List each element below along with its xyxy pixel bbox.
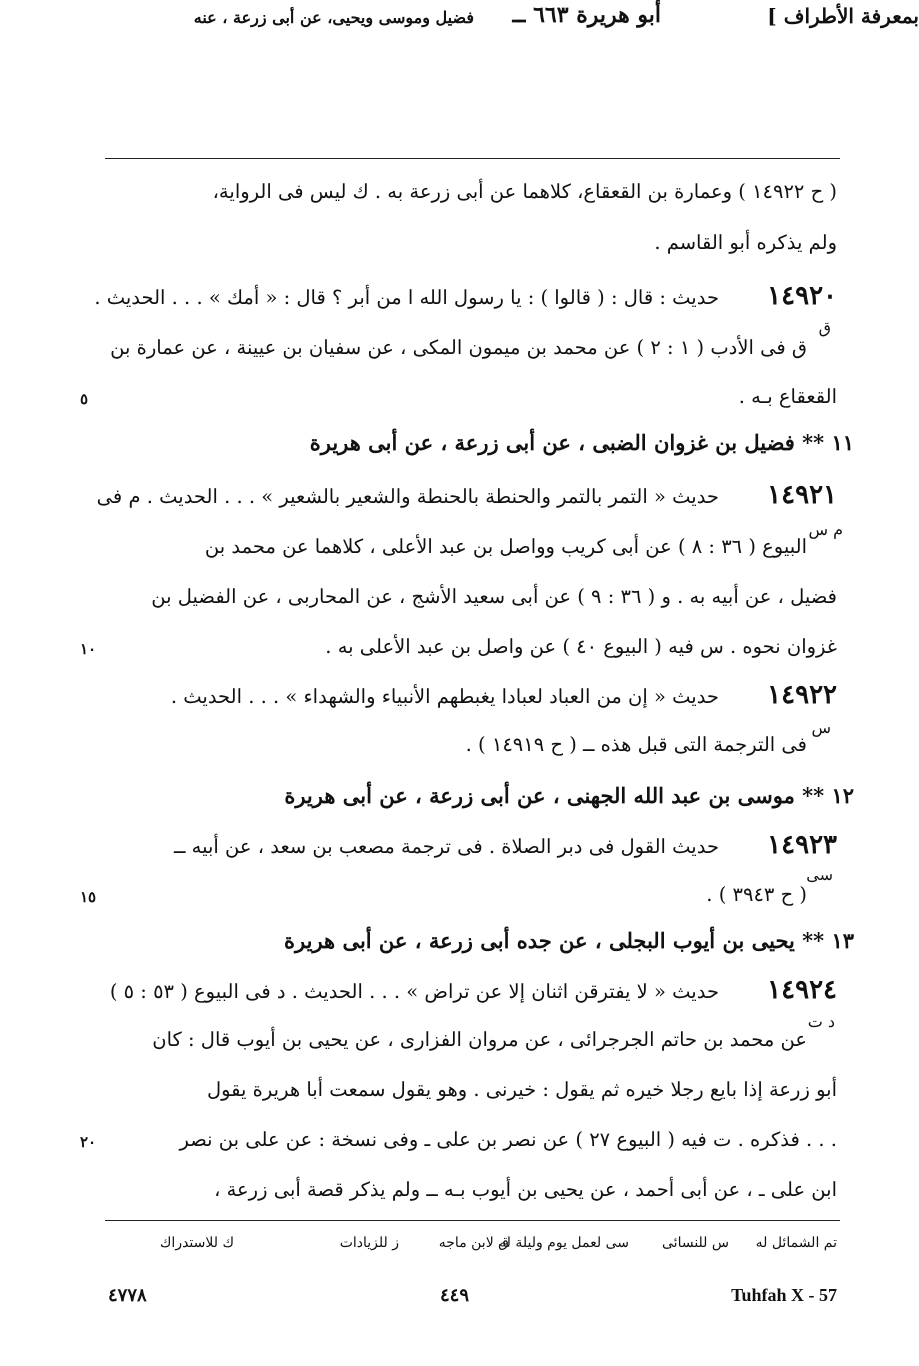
text-line: حديث « التمر بالتمر والحنطة بالحنطة والشعير بالشعير » . . . الحديث . م فى — [96, 485, 719, 508]
line-number: ٢٠ — [80, 1133, 97, 1151]
section-number: ١٢ — [831, 783, 854, 808]
line-number: ١٥ — [80, 888, 97, 906]
margin-siglum: م س — [808, 520, 843, 539]
footer-right: ٤٧٧٨ — [108, 1285, 147, 1306]
text-line: حديث القول فى دبر الصلاة . فى ترجمة مصعب بن سعد ، عن أبيه ــ — [174, 835, 719, 858]
hadith-number: ١٤٩٢٤ — [767, 975, 837, 1005]
hadith-number: ١٤٩٢٣ — [767, 830, 837, 860]
text-line: فضيل ، عن أبيه به . و ( ٣٦ : ٩ ) عن أبى سعيد الأشج ، عن المحاربى ، عن الفضيل بن — [151, 585, 837, 608]
margin-siglum: د ت — [807, 1012, 835, 1031]
text-line: البيوع ( ٣٦ : ٨ ) عن أبى كريب وواصل بن عبد الأعلى ، كلاهما عن محمد بن — [204, 535, 807, 558]
footnote-item: ك للاستدراك — [159, 1235, 234, 1251]
text-line: ولم يذكره أبو القاسم . — [654, 231, 837, 254]
text-line: أبو زرعة إذا بايع رجلا خيره ثم يقول : خيرنى . وهو يقول سمعت أبا هريرة يقول — [206, 1078, 837, 1101]
text-line: غزوان نحوه . س فيه ( البيوع ٤٠ ) عن واصل بن عبد الأعلى به . — [325, 635, 837, 658]
header-rule — [105, 158, 840, 159]
hadith-number: ١٤٩٢١ — [767, 480, 837, 510]
header-right: بمعرفة الأطراف ] — [767, 4, 919, 28]
hadith-number: ١٤٩٢٠ — [767, 281, 837, 311]
text-line: ق فى الأدب ( ١ : ٢ ) عن محمد بن ميمون المكى ، عن سفيان بن عيينة ، عن عمارة بن — [110, 336, 807, 359]
text-line: ( ح ١٤٩٢٢ ) وعمارة بن القعقاع، كلاهما عن أبى زرعة به . ك ليس فى الرواية، — [212, 180, 837, 203]
section-heading — [284, 783, 854, 808]
text-line: ( ح ٣٩٤٣ ) . — [706, 883, 807, 906]
text-line: القعقاع بـه . — [738, 385, 837, 408]
footnote-item: ق لابن ماجه — [438, 1235, 509, 1251]
page-number: ٤٤٩ — [440, 1285, 470, 1306]
margin-siglum: سى — [806, 865, 833, 884]
header-subtitle: فضيل وموسى ويحيى، عن أبى زرعة ، عنه — [193, 8, 474, 27]
hadith-number: ١٤٩٢٢ — [767, 680, 837, 710]
text-line: . . . فذكره . ت فيه ( البيوع ٢٧ ) عن نصر بن على ـ وفى نسخة : عن على بن نصر — [179, 1128, 837, 1151]
line-number: ١٠ — [80, 640, 97, 658]
section-title: ** فضيل بن غزوان الضبى ، عن أبى زرعة ، عن أبى هريرة — [309, 430, 825, 455]
line-number: ٥ — [80, 390, 89, 408]
footnote-item: س للنسائى — [662, 1235, 729, 1251]
section-number: ١٣ — [831, 928, 854, 953]
running-header — [0, 0, 919, 40]
text-line: حديث « لا يفترقن اثنان إلا عن تراض » . . . الحديث . د فى البيوع ( ٥٣ : ٥ ) — [109, 980, 719, 1003]
text-line: ابن على ـ ، عن أبى أحمد ، عن يحيى بن أيوب بـه ــ ولم يذكر قصة أبى زرعة ، — [214, 1178, 837, 1201]
footer-left: Tuhfah X - 57 — [731, 1285, 837, 1305]
section-title: ** يحيى بن أيوب البجلى ، عن جده أبى زرعة ، عن أبى هريرة — [284, 928, 825, 953]
margin-siglum: ق — [818, 318, 831, 337]
margin-siglum: س — [811, 718, 831, 737]
text-line: حديث « إن من العباد لعبادا يغبطهم الأنبياء والشهداء » . . . الحديث . — [170, 685, 719, 708]
text-line: فى الترجمة التى قبل هذه ــ ( ح ١٤٩١٩ ) . — [465, 733, 807, 756]
section-number: ١١ — [831, 430, 854, 455]
footnote-item: ز للزيادات — [339, 1235, 399, 1251]
text-line: حديث : قال : ( قالوا ) : يا رسول الله ا من أبر ؟ قال : « أمك » . . . الحديث . — [94, 286, 719, 309]
text-line: عن محمد بن حاتم الجرجرائى ، عن مروان الفزارى ، عن يحيى بن أيوب قال : كان — [152, 1028, 807, 1051]
section-heading — [310, 430, 854, 455]
footnote-rule — [105, 1220, 840, 1221]
header-title: أبو هريرة ٦٦٣ ــ — [512, 2, 661, 28]
section-title: ** موسى بن عبد الله الجهنى ، عن أبى زرعة ، عن أبى هريرة — [284, 783, 825, 808]
footnote-item: سى لعمل يوم وليلة له — [499, 1235, 629, 1251]
footnote-item: تم الشمائل له — [755, 1235, 837, 1251]
section-heading — [284, 928, 854, 953]
